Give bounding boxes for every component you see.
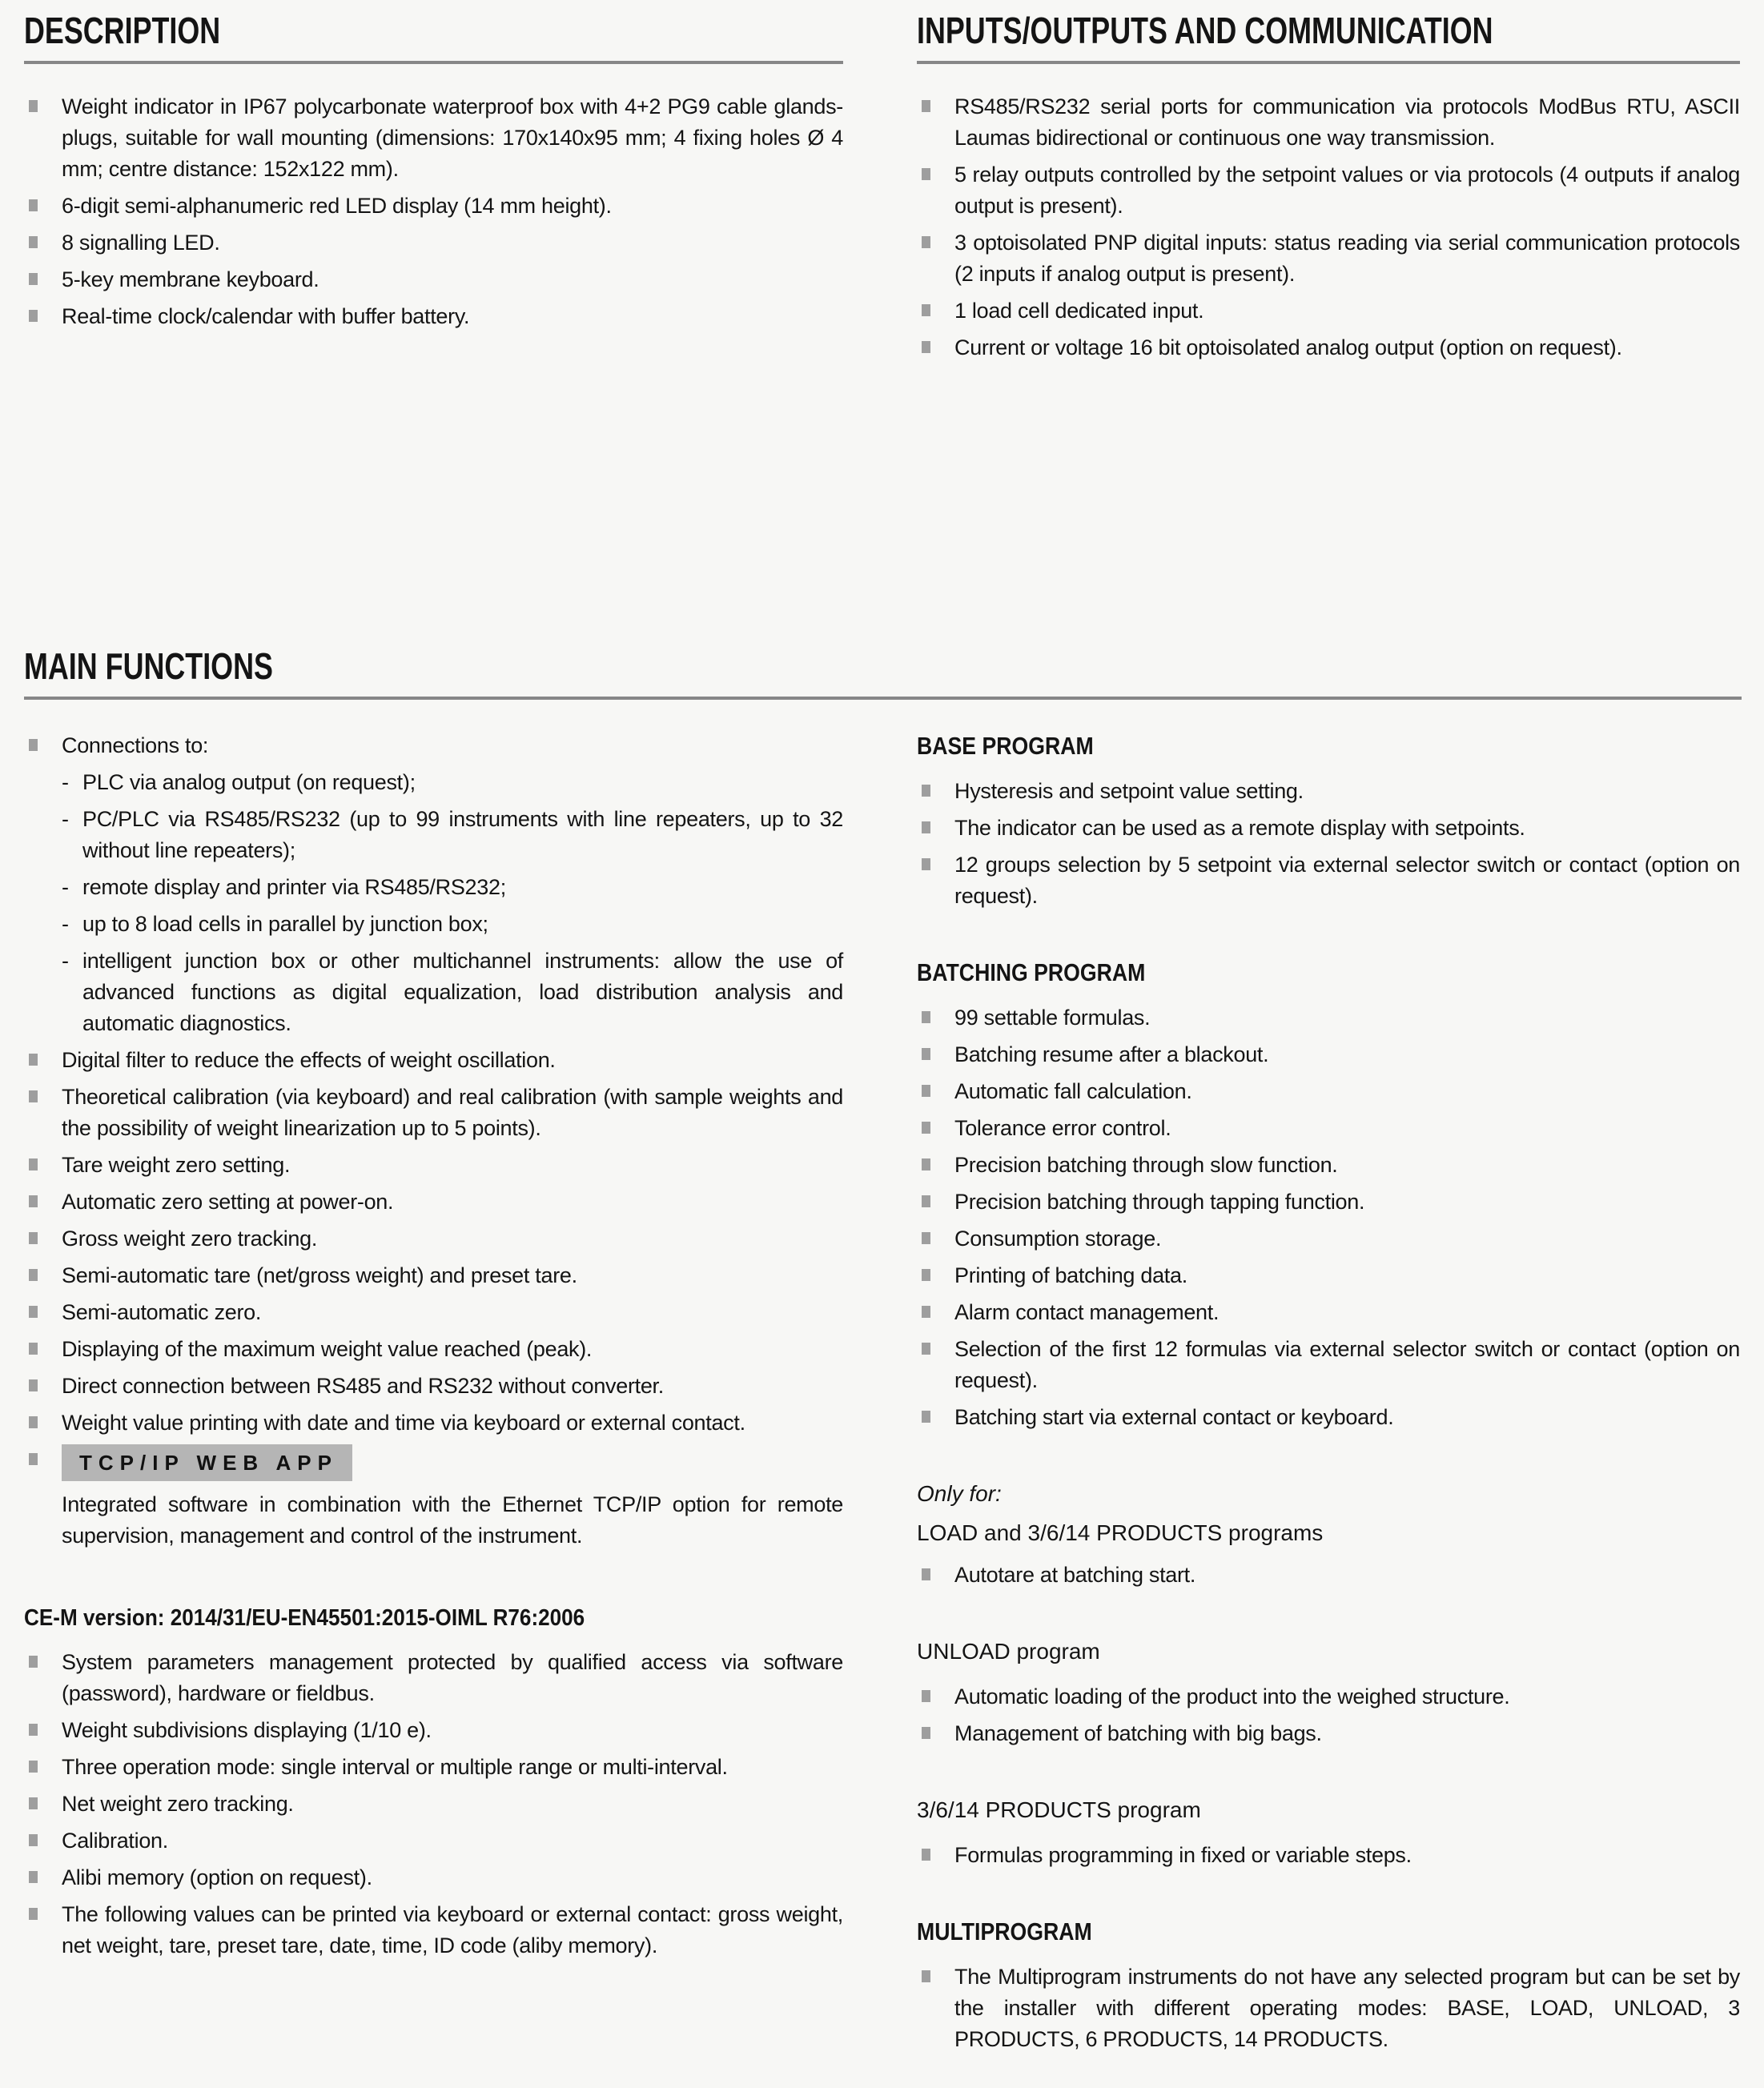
section-title: [24, 11, 843, 50]
tcpip-web-app-item: [24, 1444, 843, 1552]
bullet-icon: [29, 1797, 38, 1809]
bullet-icon: [29, 1908, 38, 1920]
section-title-text: INPUTS/OUTPUTS AND COMMUNICATION: [917, 10, 1493, 51]
bullet-icon: [29, 1090, 38, 1102]
list-item: [917, 159, 1740, 222]
list-item-text: Precision batching through tapping function.: [954, 1190, 1365, 1214]
list-item-text: Batching resume after a blackout.: [954, 1042, 1269, 1066]
list-item: [24, 1825, 843, 1857]
list-item: [917, 1150, 1740, 1181]
list-item: [24, 1045, 843, 1076]
list-item-text: Automatic loading of the product into the weighed structure.: [954, 1684, 1510, 1709]
sub-list-item: [62, 909, 843, 940]
bullet-icon: [922, 1411, 930, 1423]
bullet-icon: [29, 1306, 38, 1318]
dash-marker: -: [62, 875, 69, 899]
list-item: [24, 1789, 843, 1820]
list-item: [917, 332, 1740, 363]
list-item: [24, 301, 843, 332]
bullet-icon: [922, 168, 930, 180]
bullet-icon: [922, 1085, 930, 1097]
list-item-text: Three operation mode: single interval or multiple range or multi-interval.: [62, 1755, 728, 1779]
bullet-icon: [29, 1195, 38, 1207]
bullet-icon: [29, 1158, 38, 1170]
list-item: [24, 730, 843, 761]
batching-program-list: [917, 1002, 1740, 1433]
list-item: [917, 1113, 1740, 1144]
list-item: [917, 1334, 1740, 1396]
list-item-text: Automatic fall calculation.: [954, 1079, 1192, 1103]
list-item: [917, 91, 1740, 154]
list-item: [917, 1076, 1740, 1107]
list-item: [24, 1752, 843, 1783]
section-title-text: DESCRIPTION: [24, 10, 221, 51]
main-left-items: [24, 1045, 843, 1439]
list-item-text: Weight subdivisions displaying (1/10 e).: [62, 1718, 432, 1742]
list-item-text: System parameters management protected by qualified access via software (password), hardware or fieldbus.: [62, 1650, 843, 1705]
sub-item-text: remote display and printer via RS485/RS232;: [82, 875, 506, 899]
description-list: [24, 91, 843, 332]
list-item-text: Calibration.: [62, 1829, 168, 1853]
bullet-icon: [922, 1158, 930, 1170]
list-item: [24, 1647, 843, 1709]
list-item: [917, 1223, 1740, 1255]
list-item-text: Automatic zero setting at power-on.: [62, 1190, 394, 1214]
section-title: [917, 11, 1740, 50]
list-item: [917, 813, 1740, 844]
list-item: [917, 1681, 1740, 1713]
group-heading-text: BATCHING PROGRAM: [917, 958, 1146, 986]
bullet-icon: [29, 1416, 38, 1428]
list-item: [917, 1560, 1740, 1591]
bullet-icon: [922, 785, 930, 797]
section-description: [24, 11, 843, 338]
list-item-text: Real-time clock/calendar with buffer battery.: [62, 304, 470, 329]
bullet-icon: [922, 858, 930, 870]
section-divider: [24, 61, 843, 64]
list-item-text: The indicator can be used as a remote display with setpoints.: [954, 816, 1525, 840]
list-item: [24, 1715, 843, 1746]
bullet-icon: [29, 273, 38, 285]
group-heading-text: BASE PROGRAM: [917, 732, 1094, 760]
tcpip-web-app-text: Integrated software in combination with the Ethernet TCP/IP option for remote supervision, management and control of the instrument.: [62, 1492, 843, 1548]
bullet-icon: [29, 1761, 38, 1773]
list-item: [24, 1862, 843, 1893]
sub-item-text: intelligent junction box or other multichannel instruments: allow the use of advanced functions as digital equalization, load distribution analysis and automatic diagnostics.: [82, 949, 843, 1035]
tcpip-web-app-body: [62, 1444, 843, 1552]
bullet-icon: [29, 100, 38, 112]
list-item: [917, 1718, 1740, 1749]
bullet-icon: [29, 236, 38, 248]
list-item-text: Management of batching with big bags.: [954, 1721, 1322, 1745]
bullet-icon: [922, 1306, 930, 1318]
bullet-icon: [922, 1195, 930, 1207]
products-list: [917, 1840, 1740, 1871]
unload-heading: UNLOAD program: [917, 1639, 1100, 1664]
list-item: [917, 1260, 1740, 1291]
list-item-text: Net weight zero tracking.: [62, 1792, 294, 1816]
bullet-icon: [922, 1269, 930, 1281]
list-item-text: Hysteresis and setpoint value setting.: [954, 779, 1304, 803]
list-item-text: 6-digit semi-alphanumeric red LED display (14 mm height).: [62, 194, 612, 219]
list-item-text: The following values can be printed via keyboard or external contact: gross weight, net weight, tare, preset tare, date, time, ID code (aliby memory).: [62, 1902, 843, 1958]
list-item: [24, 1371, 843, 1402]
list-item-text: Batching start via external contact or keyboard.: [954, 1405, 1394, 1429]
group-heading: [917, 957, 1740, 988]
group-products-program: [917, 1794, 1740, 1871]
list-item: [917, 849, 1740, 912]
list-item-text: Tolerance error control.: [954, 1116, 1171, 1140]
list-item-text: Semi-automatic tare (net/gross weight) and preset tare.: [62, 1263, 577, 1287]
tcpip-web-app-badge: TCP/IP WEB APP: [62, 1444, 352, 1481]
main-left-list: [24, 730, 843, 761]
main-functions-right-column: [917, 730, 1740, 2061]
sub-list-item: [62, 946, 843, 1039]
list-item-text: Connections to:: [62, 733, 209, 757]
list-item-text: 5 relay outputs controlled by the setpoint values or via protocols (4 outputs if analog output is present).: [954, 163, 1740, 219]
bullet-icon: [29, 1834, 38, 1846]
bullet-icon: [29, 1453, 38, 1465]
bullet-icon: [922, 821, 930, 833]
bullet-icon: [29, 739, 38, 751]
bullet-icon: [29, 1054, 38, 1066]
list-item: [24, 1187, 843, 1218]
list-item: [917, 227, 1740, 290]
list-item-text: 5-key membrane keyboard.: [62, 267, 319, 292]
bullet-icon: [29, 1343, 38, 1355]
group-only-for: [917, 1478, 1740, 1591]
group-base-program: [917, 730, 1740, 912]
group-batching-program: [917, 957, 1740, 1433]
list-item-text: Autotare at batching start.: [954, 1563, 1196, 1587]
list-item: [917, 1297, 1740, 1328]
products-heading: 3/6/14 PRODUCTS program: [917, 1797, 1201, 1822]
sub-item-text: up to 8 load cells in parallel by junction box;: [82, 912, 488, 936]
sub-item-text: PC/PLC via RS485/RS232 (up to 99 instruments with line repeaters, up to 32 without line repeaters);: [82, 807, 843, 862]
bullet-icon: [29, 1232, 38, 1244]
list-item-text: 12 groups selection by 5 setpoint via external selector switch or contact (option on request).: [954, 853, 1740, 908]
section-title-text: MAIN FUNCTIONS: [24, 645, 273, 687]
main-functions-left-column: [24, 730, 843, 1967]
list-item-text: Selection of the first 12 formulas via external selector switch or contact (option on request).: [954, 1337, 1740, 1392]
list-item-text: Alarm contact management.: [954, 1300, 1220, 1324]
list-item-text: Semi-automatic zero.: [62, 1300, 262, 1324]
multiprogram-list: [917, 1962, 1740, 2055]
bullet-icon: [922, 1727, 930, 1739]
section-divider: [917, 61, 1740, 64]
bullet-icon: [29, 1724, 38, 1736]
cem-list: [24, 1647, 843, 1962]
bullet-icon: [922, 1011, 930, 1023]
sub-list-item: [62, 872, 843, 903]
list-item-text: Alibi memory (option on request).: [62, 1865, 372, 1889]
list-item: [24, 227, 843, 259]
list-item: [24, 1082, 843, 1144]
list-item: [917, 295, 1740, 327]
dash-marker: -: [62, 770, 69, 794]
group-multiprogram: [917, 1916, 1740, 2055]
list-item-text: Current or voltage 16 bit optoisolated analog output (option on request).: [954, 335, 1622, 360]
section-inputs-outputs: [917, 11, 1740, 369]
io-list: [917, 91, 1740, 363]
list-item-text: 3 optoisolated PNP digital inputs: status reading via serial communication protocols (2 inputs if analog output is present).: [954, 231, 1740, 287]
dash-marker: -: [62, 949, 69, 973]
list-item-text: RS485/RS232 serial ports for communication via protocols ModBus RTU, ASCII Laumas bidirectional or continuous one way transmission.: [954, 94, 1740, 151]
list-item-text: 8 signalling LED.: [62, 231, 220, 255]
only-for-heading: Only for:: [917, 1481, 1002, 1506]
list-item: [24, 1899, 843, 1962]
bullet-icon: [29, 1269, 38, 1281]
group-heading: [917, 1916, 1740, 1947]
list-item-text: 99 settable formulas.: [954, 1006, 1151, 1030]
list-item-text: Precision batching through slow function.: [954, 1153, 1338, 1177]
dash-marker: -: [62, 912, 69, 936]
list-item-text: Digital filter to reduce the effects of weight oscillation.: [62, 1048, 556, 1072]
list-item-text: The Multiprogram instruments do not have any selected program but can be set by the installer with different operating modes: BASE, LOAD, UNLOAD, 3 PRODUCTS, 6 PRODUCTS, 14 PRODUCTS.: [954, 1965, 1740, 2051]
list-item: [24, 1223, 843, 1255]
bullet-icon: [922, 1048, 930, 1060]
section-main-functions-header: [24, 647, 1742, 700]
group-heading: [917, 730, 1740, 761]
sub-list-item: [62, 767, 843, 798]
bullet-icon: [922, 1232, 930, 1244]
bullet-icon: [922, 100, 930, 112]
list-item: [24, 91, 843, 185]
list-item-text: Formulas programming in fixed or variable steps.: [954, 1843, 1412, 1867]
cem-version-block: [24, 1603, 843, 1962]
bullet-icon: [29, 1379, 38, 1391]
bullet-icon: [922, 1970, 930, 1982]
bullet-icon: [29, 1871, 38, 1883]
cem-version-heading-text: CE-M version: 2014/31/EU-EN45501:2015-OIML R76:2006: [24, 1605, 585, 1631]
list-item-text: 1 load cell dedicated input.: [954, 299, 1204, 323]
list-item: [917, 1002, 1740, 1034]
list-item-text: Displaying of the maximum weight value reached (peak).: [62, 1337, 593, 1361]
list-item: [24, 1297, 843, 1328]
list-item: [917, 776, 1740, 807]
section-divider: [24, 697, 1742, 700]
bullet-icon: [922, 341, 930, 353]
bullet-icon: [922, 236, 930, 248]
list-item: [24, 1334, 843, 1365]
list-item: [917, 1039, 1740, 1070]
list-item-text: Tare weight zero setting.: [62, 1153, 291, 1177]
bullet-icon: [922, 304, 930, 316]
bullet-icon: [922, 1343, 930, 1355]
group-unload-program: [917, 1636, 1740, 1749]
bullet-icon: [922, 1849, 930, 1861]
list-item: [24, 1150, 843, 1181]
list-item: [917, 1187, 1740, 1218]
list-item-text: Consumption storage.: [954, 1227, 1162, 1251]
list-item-text: Direct connection between RS485 and RS232 without converter.: [62, 1374, 664, 1398]
bullet-icon: [29, 199, 38, 211]
unload-list: [917, 1681, 1740, 1749]
list-item-text: Weight indicator in IP67 polycarbonate waterproof box with 4+2 PG9 cable glands-plugs, suitable for wall mounting (dimensions: 170x140x95 mm; 4 fixing holes Ø 4 mm; centre distance: 152x122 mm).: [62, 94, 843, 182]
sub-list-item: [62, 804, 843, 866]
list-item: [24, 1260, 843, 1291]
bullet-icon: [922, 1122, 930, 1134]
sub-item-text: PLC via analog output (on request);: [82, 770, 416, 794]
only-for-subheading: LOAD and 3/6/14 PRODUCTS programs: [917, 1520, 1324, 1545]
bullet-icon: [29, 1656, 38, 1668]
section-title: [24, 647, 1742, 685]
list-item-text: Weight value printing with date and time via keyboard or external contact.: [62, 1411, 745, 1435]
list-item-text: Printing of batching data.: [954, 1263, 1187, 1287]
group-heading-text: MULTIPROGRAM: [917, 1917, 1092, 1945]
list-item: [24, 264, 843, 295]
list-item-text: Gross weight zero tracking.: [62, 1227, 318, 1251]
list-item: [917, 1402, 1740, 1433]
cem-version-heading: [24, 1603, 843, 1634]
list-item: [917, 1962, 1740, 2055]
list-item: [917, 1840, 1740, 1871]
bullet-icon: [922, 1690, 930, 1702]
bullet-icon: [29, 310, 38, 322]
dash-marker: -: [62, 807, 69, 831]
list-item-text: Theoretical calibration (via keyboard) and real calibration (with sample weights and the possibility of weight linearization up to 5 points).: [62, 1085, 843, 1140]
base-program-list: [917, 776, 1740, 912]
only-for-list: [917, 1560, 1740, 1591]
bullet-icon: [922, 1568, 930, 1580]
list-item: [24, 1407, 843, 1439]
list-item: [24, 191, 843, 222]
